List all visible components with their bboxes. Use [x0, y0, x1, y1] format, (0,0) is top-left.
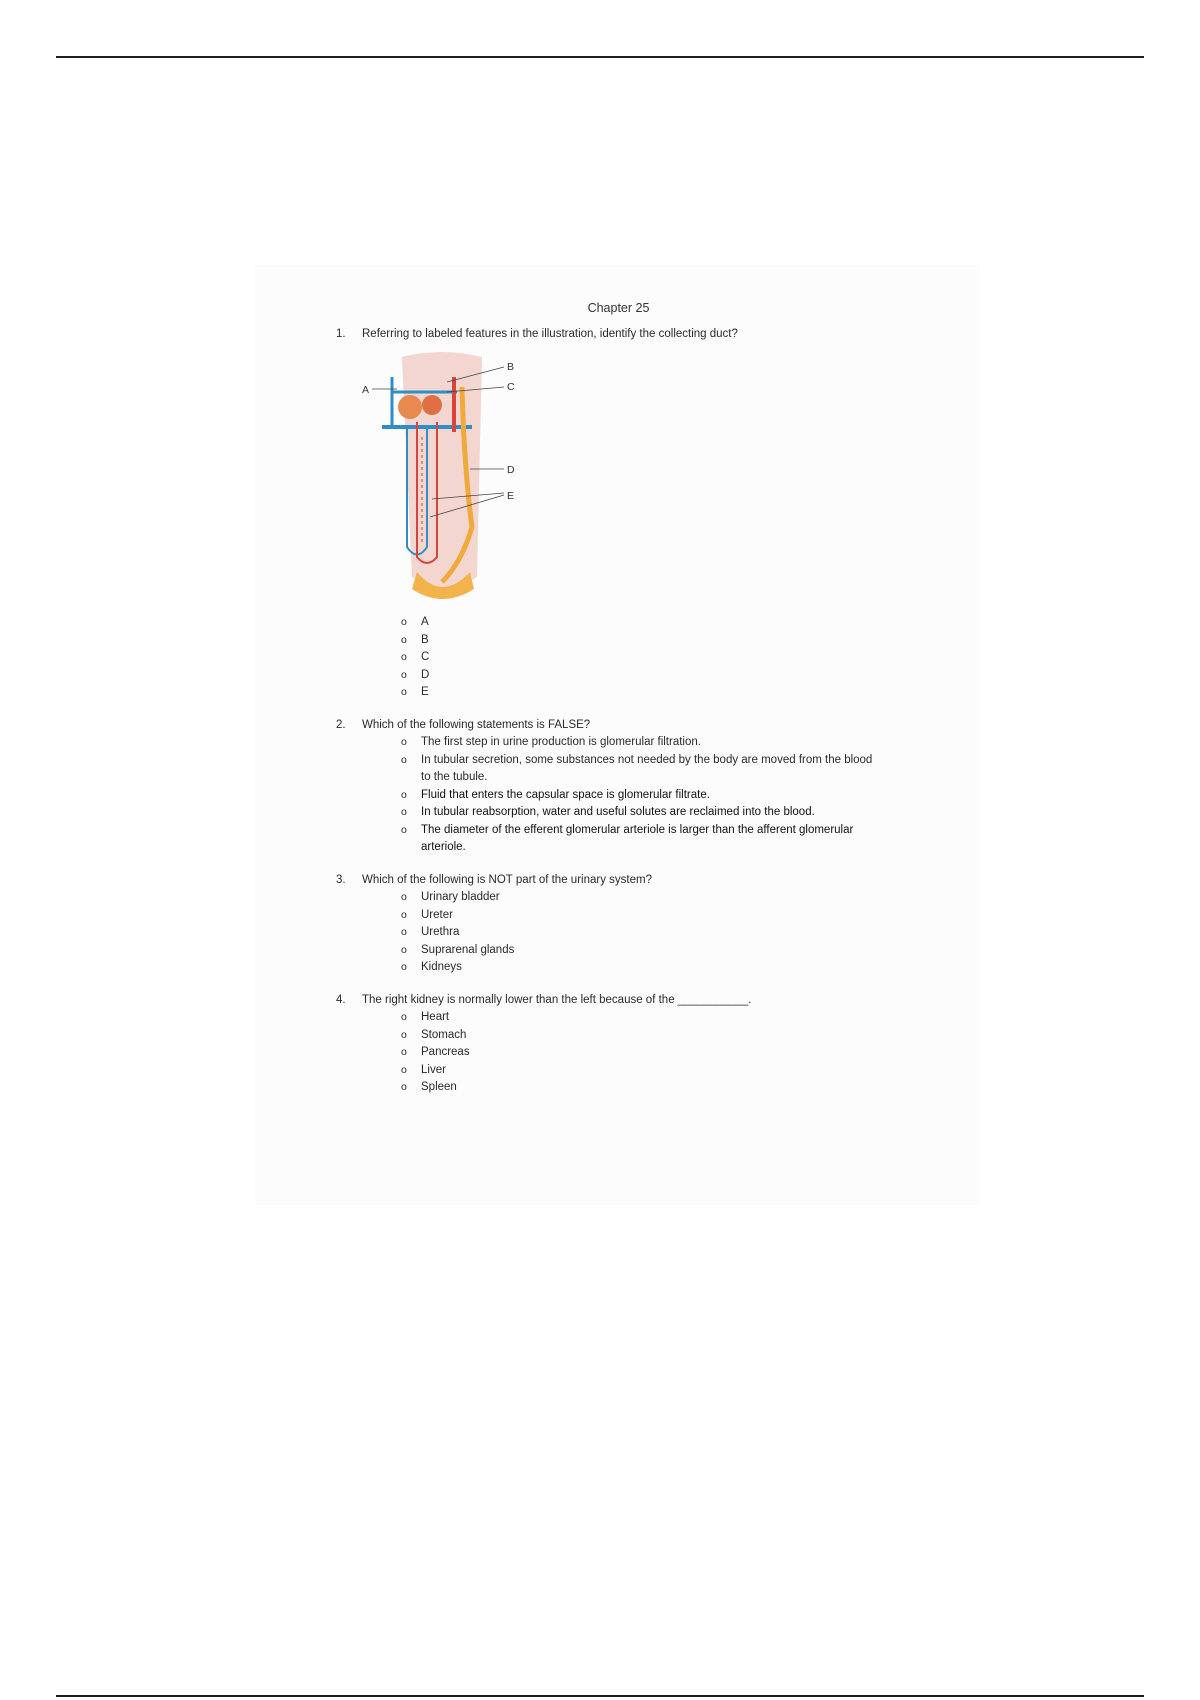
option-text: Heart	[421, 1011, 450, 1023]
radio-bullet: o	[401, 686, 407, 698]
answer-option[interactable]	[401, 959, 896, 977]
radio-bullet: o	[401, 651, 407, 663]
document-body	[336, 300, 896, 1112]
answer-option[interactable]	[401, 942, 896, 960]
answer-options	[336, 1009, 896, 1097]
option-text: Ureter	[421, 908, 453, 921]
radio-bullet: o	[401, 633, 407, 646]
answer-option[interactable]	[401, 632, 896, 650]
answer-options	[336, 614, 896, 702]
option-text: Urinary bladder	[421, 891, 500, 903]
nephron-diagram	[362, 347, 532, 612]
top-rule	[56, 56, 1144, 58]
answer-option[interactable]	[401, 822, 896, 857]
answer-option[interactable]	[401, 684, 896, 702]
renal-pyramid	[402, 352, 482, 587]
glomerulus	[398, 395, 422, 419]
radio-bullet: o	[401, 908, 407, 921]
answer-options	[336, 889, 896, 977]
radio-bullet: o	[401, 1011, 407, 1023]
bottom-rule	[56, 1695, 1144, 1697]
option-text: Stomach	[421, 1028, 467, 1041]
option-text: In tubular reabsorption, water and useful solutes are reclaimed into the blood.	[421, 806, 815, 818]
answer-option[interactable]	[401, 667, 896, 685]
answer-option[interactable]	[401, 752, 896, 787]
option-text: Fluid that enters the capsular space is glomerular filtrate.	[421, 788, 710, 801]
question-number: 2.	[336, 718, 346, 731]
radio-bullet: o	[401, 1063, 407, 1076]
question-2	[336, 717, 896, 857]
answer-option[interactable]	[401, 907, 896, 925]
option-text: B	[421, 633, 429, 646]
question-number: 1.	[336, 327, 346, 340]
answer-option[interactable]	[401, 1044, 896, 1062]
answer-option[interactable]	[401, 1079, 896, 1097]
option-text: A	[421, 616, 429, 628]
option-text: In tubular secretion, some substances not needed by the body are moved from the blood to the tubule.	[421, 753, 873, 783]
radio-bullet: o	[401, 1028, 407, 1041]
radio-bullet: o	[401, 961, 407, 973]
radio-bullet: o	[401, 788, 407, 801]
option-text: E	[421, 686, 429, 698]
question-4	[336, 992, 896, 1097]
figure-label-d: D	[507, 464, 515, 476]
radio-bullet: o	[401, 891, 407, 903]
answer-option[interactable]	[401, 787, 896, 805]
radio-bullet: o	[401, 736, 407, 748]
question-number: 3.	[336, 873, 346, 886]
option-text: Spleen	[421, 1081, 457, 1093]
radio-bullet: o	[401, 926, 407, 938]
figure-label-a: A	[362, 384, 370, 396]
answer-option[interactable]	[401, 924, 896, 942]
question-1	[336, 326, 896, 702]
option-text: Kidneys	[421, 961, 462, 973]
option-text: D	[421, 668, 430, 681]
option-text: The first step in urine production is glomerular filtration.	[421, 736, 701, 748]
radio-bullet: o	[401, 753, 407, 766]
figure-label-e: E	[507, 490, 515, 502]
answer-option[interactable]	[401, 889, 896, 907]
radio-bullet: o	[401, 806, 407, 818]
radio-bullet: o	[401, 616, 407, 628]
answer-option[interactable]	[401, 1027, 896, 1045]
question-text: Which of the following is NOT part of the urinary system?	[362, 873, 652, 886]
answer-option[interactable]	[401, 1009, 896, 1027]
glomerulus	[422, 395, 442, 415]
figure-label-b: B	[507, 361, 515, 373]
answer-options	[336, 734, 896, 857]
option-text: Urethra	[421, 926, 460, 938]
answer-option[interactable]	[401, 804, 896, 822]
option-text: C	[421, 651, 430, 663]
option-text: Liver	[421, 1063, 446, 1076]
answer-option[interactable]	[401, 1062, 896, 1080]
option-text: Suprarenal glands	[421, 943, 515, 956]
question-text: The right kidney is normally lower than the left because of the ___________.	[362, 993, 752, 1006]
radio-bullet: o	[401, 823, 407, 836]
radio-bullet: o	[401, 1081, 407, 1093]
radio-bullet: o	[401, 1046, 407, 1058]
answer-option[interactable]	[401, 734, 896, 752]
figure-label-c: C	[507, 381, 515, 393]
answer-option[interactable]	[401, 649, 896, 667]
answer-option[interactable]	[401, 614, 896, 632]
question-3	[336, 872, 896, 977]
radio-bullet: o	[401, 943, 407, 956]
question-number: 4.	[336, 993, 346, 1006]
option-text: The diameter of the efferent glomerular arteriole is larger than the afferent glomerular arteriole.	[421, 823, 854, 853]
nephron-illustration	[362, 347, 532, 612]
radio-bullet: o	[401, 668, 407, 681]
question-text: Referring to labeled features in the illustration, identify the collecting duct?	[362, 327, 738, 340]
question-text: Which of the following statements is FALSE?	[362, 718, 591, 731]
chapter-title: Chapter 25	[587, 301, 650, 315]
option-text: Pancreas	[421, 1046, 470, 1058]
